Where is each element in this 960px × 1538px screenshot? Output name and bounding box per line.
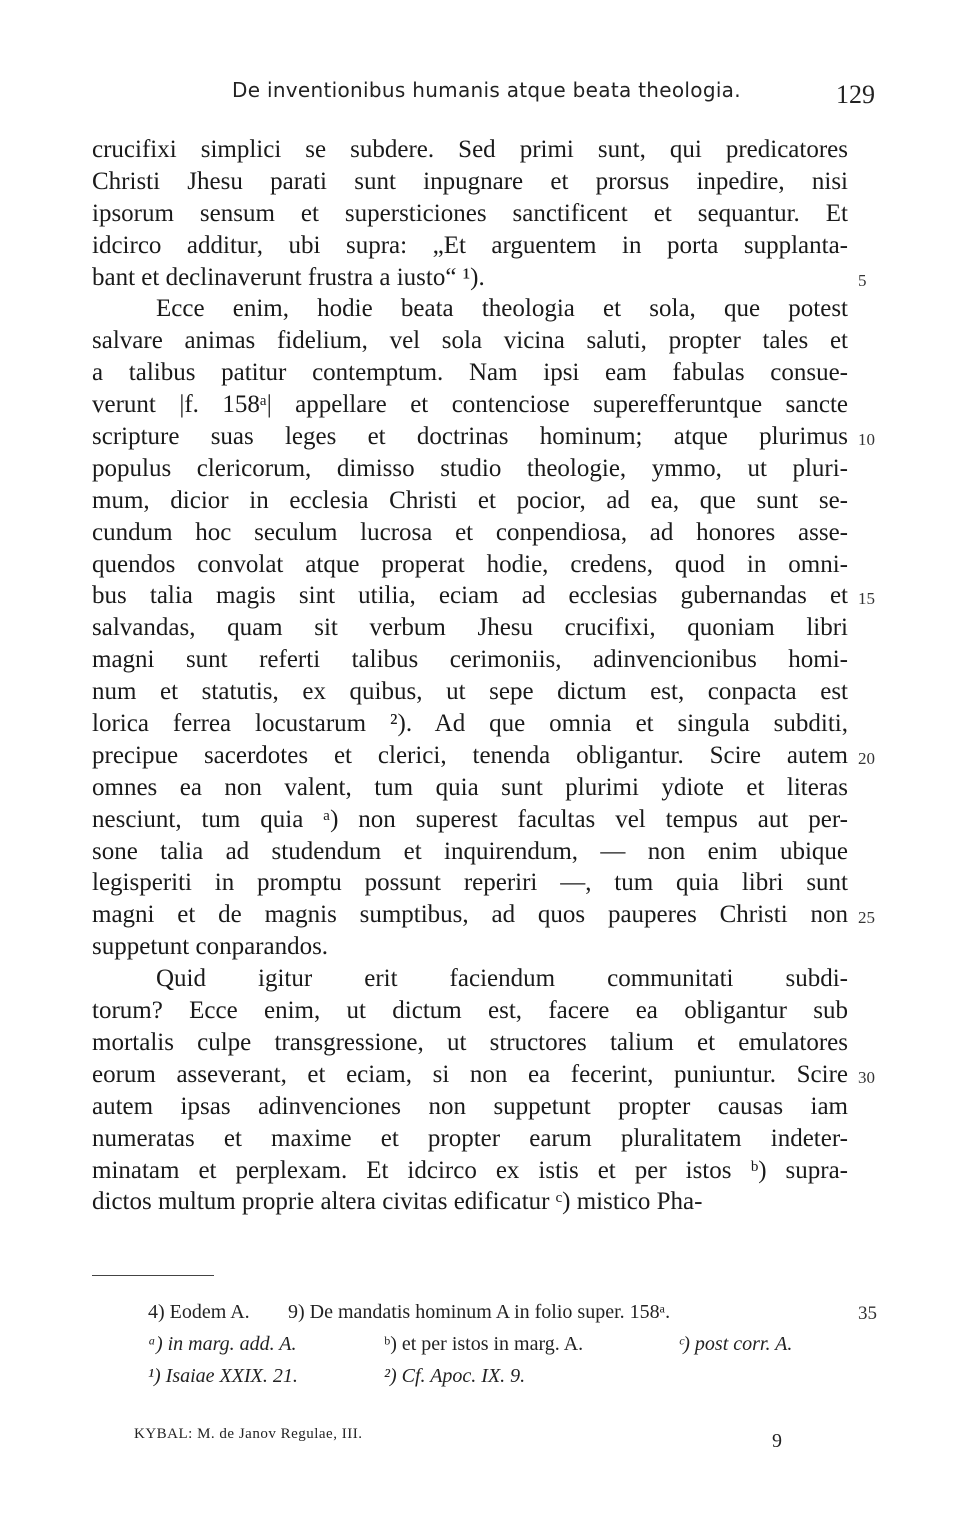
footnote: ᵃ) in marg. add. A. [148,1333,297,1355]
text-line [92,325,848,357]
footnote-line [148,1296,877,1328]
text-line [92,899,875,931]
text-line-content: numeratas et maxime et propter earum pluralitatem indeter- [92,1124,848,1152]
text-line-content: ipsorum sensum et supersticiones sanctificent et sequantur. Et [92,199,848,227]
text-line [92,580,875,612]
text-line [92,772,848,804]
running-title: De inventionibus humanis atque beata theologia. [232,78,741,102]
text-line-content: crucifixi simplici se subdere. Sed primi sunt, qui predicatores [92,136,848,163]
text-line [92,134,848,166]
text-line [92,1059,875,1091]
text-line [92,963,848,995]
text-line-content: scripture suas leges et doctrinas hominum; atque plurimus [92,423,848,451]
text-line-content: idcirco additur, ubi supra: „Et arguentem in porta supplanta- [92,231,848,259]
text-line [92,421,875,453]
text-line-content: num et statutis, ex quibus, ut sepe dictum est, conpacta est [92,678,848,706]
text-line-content: populus clericorum, dimisso studio theologie, ymmo, ut pluri- [92,454,848,482]
text-line [92,708,848,740]
footnote: ᵇ) et per istos in marg. A. [384,1333,584,1355]
text-line [92,931,848,963]
footnote-line [148,1328,848,1360]
line-number: 30 [858,1067,875,1087]
footnote: 4) Eodem A. [148,1301,250,1323]
text-line [92,293,848,325]
text-line [92,1186,848,1218]
footnote-line-number: 35 [858,1303,877,1324]
footer-signature: KYBAL: M. de Janov Regulae, III. [134,1426,363,1442]
line-number: 20 [858,748,875,768]
text-line [92,1091,848,1123]
text-line [92,485,848,517]
text-line [92,389,848,421]
text-line-content: torum? Ecce enim, ut dictum est, facere ea obligantur sub [92,997,848,1025]
text-line-content: cundum hoc seculum lucrosa et conpendiosa, ad honores asse- [92,518,848,546]
text-line-content: mum, dicior in ecclesia Christi et pocior, ad ea, que sunt se- [92,486,848,514]
text-line [92,804,848,836]
text-line-content: sone talia ad studendum et inquirendum, — non enim ubique [92,837,848,865]
footnote: ²) Cf. Apoc. IX. 9. [384,1365,526,1387]
text-line [92,357,848,389]
text-line-content: a talibus patitur contemptum. Nam ipsi eam fabulas consue- [92,359,848,387]
line-number: 15 [858,589,875,609]
text-line [92,166,848,198]
footnote: 9) De mandatis hominum A in folio super. 158ᵃ. [288,1301,671,1323]
text-line-content: magni sunt referti talibus cerimoniis, adinvencionibus homi- [92,646,848,674]
footnote-rule [92,1275,214,1276]
text-line [92,198,848,230]
line-number: 10 [858,430,875,450]
footnote: ¹) Isaiae XXIX. 21. [148,1365,298,1387]
footnote: ᶜ) post corr. A. [678,1333,793,1355]
text-line-content: verunt |f. 158ᵃ| appellare et contenciose superefferuntque sancte [92,391,848,419]
text-line [92,262,867,294]
text-line [92,517,848,549]
sheet-number: 9 [772,1430,782,1452]
text-line-content: suppetunt conparandos. [92,933,329,961]
text-line [92,644,848,676]
text-line [92,740,875,772]
text-line [92,230,848,262]
text-line [92,612,848,644]
text-line [92,1123,848,1155]
text-line-content: omnes ea non valent, tum quia sunt plurimi ydiote et literas [92,773,848,801]
text-line [92,676,848,708]
text-line-content: Quid igitur erit faciendum communitati subdi- [156,965,848,993]
footnote-line [148,1360,848,1392]
text-line [92,836,848,868]
text-line-content: legisperiti in promptu possunt reperiri —, tum quia libri sunt [92,869,848,897]
text-line [92,549,848,581]
text-line-content: minatam et perplexam. Et idcirco ex istis et per istos ᵇ) supra- [92,1156,848,1184]
text-line-content: quendos convolat atque properat hodie, credens, quod in omni- [92,550,848,578]
text-line [92,867,848,899]
line-number: 5 [858,270,867,290]
text-line-content: eorum asseverant, et eciam, si non ea fecerint, puniuntur. Scire [92,1060,848,1088]
footnotes [148,1296,877,1392]
text-line-content: salvare animas fidelium, vel sola vicina saluti, propter tales et [92,327,848,355]
text-line-content: precipue sacerdotes et clerici, tenenda obligantur. Scire autem [92,741,848,769]
text-line [92,1155,848,1187]
text-line [92,453,848,485]
text-line-content: autem ipsas adinvenciones non suppetunt propter causas iam [92,1092,848,1120]
text-line [92,995,848,1027]
page-number: 129 [836,80,875,109]
line-number: 25 [858,908,875,928]
text-line-content: lorica ferrea locustarum ²). Ad que omnia et singula subditi, [92,710,848,738]
text-line-content: nesciunt, tum quia ᵃ) non superest facultas vel tempus aut per- [92,805,848,833]
text-line-content: magni et de magnis sumptibus, ad quos pauperes Christi non [92,901,848,929]
text-line-content: Christi Jhesu parati sunt inpugnare et prorsus inpedire, nisi [92,167,848,195]
text-line-content: bant et declinaverunt frustra a iusto“ ¹). [92,263,485,291]
text-line-content: dictos multum proprie altera civitas edificatur ᶜ) mistico Pha- [92,1188,703,1216]
text-line [92,1027,848,1059]
body-text [92,134,875,1218]
text-line-content: salvandas, quam sit verbum Jhesu crucifixi, quoniam libri [92,614,848,642]
text-line-content: bus talia magis sint utilia, eciam ad ecclesias gubernandas et [92,582,848,610]
text-line-content: Ecce enim, hodie beata theologia et sola, que potest [156,295,848,323]
text-line-content: mortalis culpe transgressione, ut structores talium et emulatores [92,1028,848,1056]
